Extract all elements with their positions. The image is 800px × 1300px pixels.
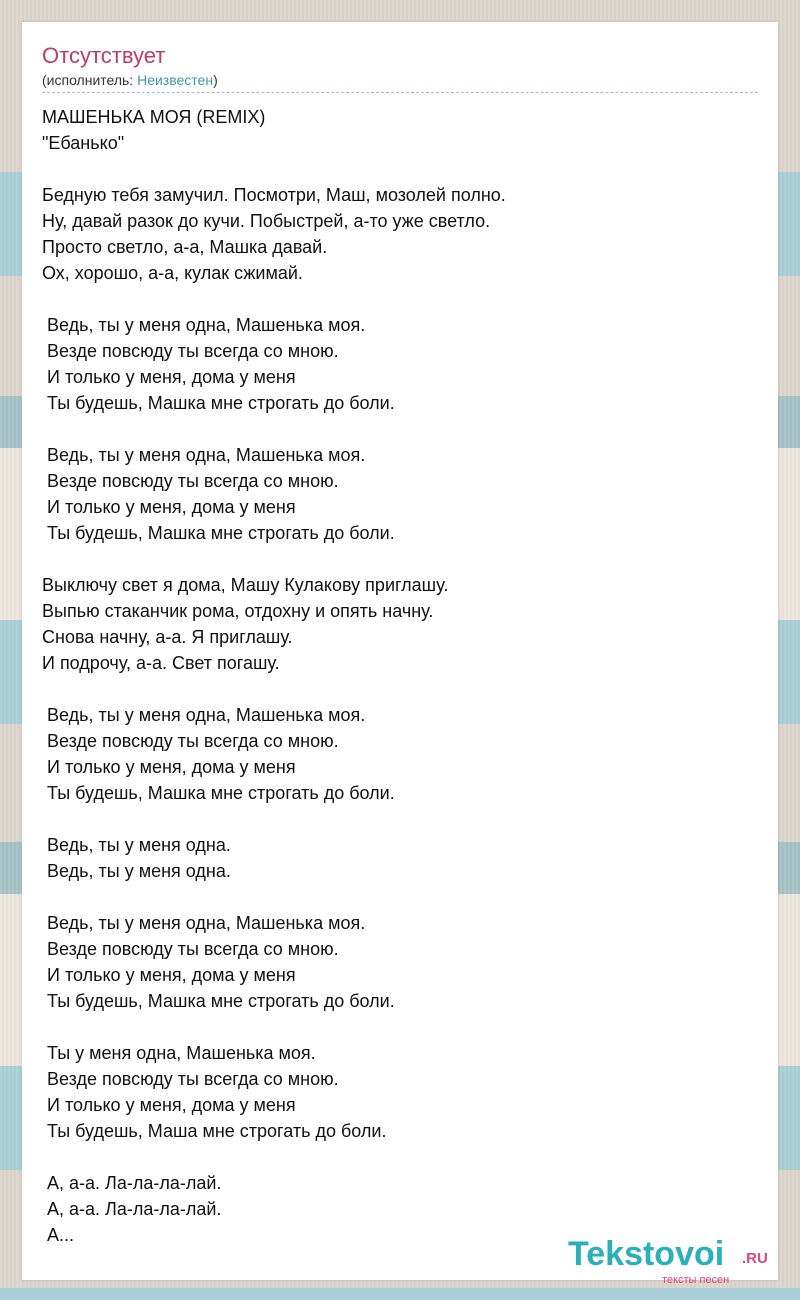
lyric-line: Снова начну, а-а. Я приглашу. [42, 627, 293, 647]
lyric-line [42, 546, 758, 572]
lyric-line: Везде повсюду ты всегда со мною. [42, 731, 339, 751]
lyric-line: Ведь, ты у меня одна, Машенька моя. [42, 913, 366, 933]
artist-prefix: (исполнитель: [42, 72, 138, 88]
lyric-line: Просто светло, а-а, Машка давай. [42, 237, 328, 257]
song-header [42, 42, 758, 89]
site-logo[interactable] [568, 1234, 778, 1284]
lyric-line: Ведь, ты у меня одна, Машенька моя. [42, 705, 366, 725]
lyric-line: Везде повсюду ты всегда со мною. [42, 341, 339, 361]
lyric-line [42, 156, 758, 182]
lyric-line: И только у меня, дома у меня [42, 965, 296, 985]
logo-tld: .RU [742, 1250, 768, 1267]
artist-suffix: ) [213, 72, 218, 88]
lyric-line: Выключу свет я дома, Машу Кулакову приглашу. [42, 575, 449, 595]
lyric-line: МАШЕНЬКА МОЯ (REMIX) [42, 107, 266, 127]
artist-line [42, 71, 758, 89]
lyric-line: Ты будешь, Машка мне строгать до боли. [42, 991, 395, 1011]
lyric-line: Ты у меня одна, Машенька моя. [42, 1043, 316, 1063]
lyric-line: Ну, давай разок до кучи. Побыстрей, а-то уже светло. [42, 211, 491, 231]
lyric-line: И только у меня, дома у меня [42, 497, 296, 517]
lyric-line: И только у меня, дома у меня [42, 1095, 296, 1115]
lyric-line [42, 1144, 758, 1170]
lyric-line: Ты будешь, Маша мне строгать до боли. [42, 1121, 387, 1141]
logo-wordmark: Tekstovoi [568, 1235, 725, 1273]
song-title: Отсутствует [42, 43, 166, 68]
lyric-line: И только у меня, дома у меня [42, 367, 296, 387]
lyric-line: Ты будешь, Машка мне строгать до боли. [42, 393, 395, 413]
lyrics-card [22, 22, 778, 1286]
lyric-line [42, 806, 758, 832]
lyric-line [42, 676, 758, 702]
lyric-line: Выпью стаканчик рома, отдохну и опять начну. [42, 601, 434, 621]
lyric-line: Ты будешь, Машка мне строгать до боли. [42, 783, 395, 803]
lyric-line: Ох, хорошо, а-а, кулак сжимай. [42, 263, 303, 283]
lyric-line: Ведь, ты у меня одна, Машенька моя. [42, 315, 366, 335]
lyric-line: Везде повсюду ты всегда со мною. [42, 939, 339, 959]
lyric-line: "Ебанько" [42, 133, 125, 153]
background-strip [0, 1288, 800, 1300]
lyric-line: А... [42, 1225, 75, 1245]
lyric-line: Ведь, ты у меня одна. [42, 861, 231, 881]
lyric-line: Везде повсюду ты всегда со мною. [42, 471, 339, 491]
lyric-line: А, а-а. Ла-ла-ла-лай. [42, 1173, 222, 1193]
lyric-line [42, 884, 758, 910]
lyric-line: Ведь, ты у меня одна. [42, 835, 231, 855]
lyric-line: И только у меня, дома у меня [42, 757, 296, 777]
lyric-line [42, 1014, 758, 1040]
lyric-line: Бедную тебя замучил. Посмотри, Маш, мозолей полно. [42, 185, 506, 205]
lyric-line: Ведь, ты у меня одна, Машенька моя. [42, 445, 366, 465]
lyrics-text [42, 104, 758, 1248]
lyric-line: Ты будешь, Машка мне строгать до боли. [42, 523, 395, 543]
lyric-line: А, а-а. Ла-ла-ла-лай. [42, 1199, 222, 1219]
logo-tagline: тексты песен [662, 1274, 730, 1286]
lyric-line [42, 286, 758, 312]
artist-link[interactable]: Неизвестен [137, 72, 214, 88]
lyric-line: Везде повсюду ты всегда со мною. [42, 1069, 339, 1089]
header-divider [42, 92, 758, 93]
lyric-line: И подрочу, а-а. Свет погашу. [42, 653, 280, 673]
lyric-line [42, 416, 758, 442]
